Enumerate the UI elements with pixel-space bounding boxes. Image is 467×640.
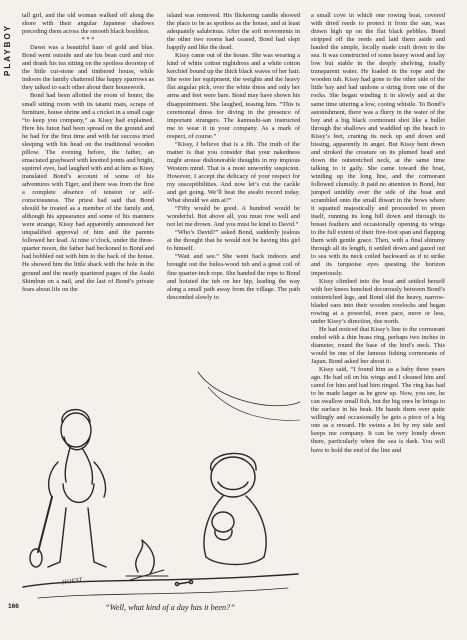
paragraph: Kissy climbed into the boat and settled herself with her knees hunched decorously between Bond’s outstretched legs, and Bond slid the heavy, narrow-bladed oars into their wooden rowlocks and began rowing at a powerful, even pace, more or less, under Kissy’s direction, due north.	[311, 277, 445, 325]
paragraph: “Who’s David?” asked Bond, suddenly jealous at the thought that he would not be having this girl to himself.	[167, 229, 300, 253]
cartoon-illustration	[18, 362, 303, 607]
paragraph: “Kissy, I believe that is a fib. The truth of the matter is that you consider that your nakedness might arouse dishonorable thoughts in my impious Western mind. That is a most unworthy suspicion. However, I accept the delicacy of your respect for my susceptibilities. And now let’s cut the cackle and get going. We’ll beat the awabi record today. What should we aim at?”	[167, 140, 300, 205]
paragraph: island was removed. His flickering candle showed the place to be as spotless as the house, and at least adequately salubrious. After the soft movements in the other two rooms had ceased, Bond had slept happily and like the dead.	[167, 12, 300, 52]
paragraph: Dawn was a beautiful haze of gold and blue. Bond went outside and ate his bean curd and rice and drank his tea sitting on the spotless doorstep of the little cut-stone and timbered house, while indoors the family chattered like happy sparrows as they talked to each other about their housework.	[22, 44, 154, 92]
paragraph: a small cove in which one rowing boat, covered with dried reeds to protect it from the sun, was drawn high up on the flat black pebbles. Bond stripped off the reeds and laid them aside and hauled the simple, locally made craft down to the sea. It was constructed of some heavy wood and lay low but stable in the deeply shelving, totally transparent water. He loaded in the rope and the wooden tub. Kissy had gone to the other side of the little bay and had undone a string from one of the rocks. She began winding it in slowly and at the same time uttering a low, cooing whistle. To Bond’s astonishment, there was a flurry in the water of the bay and a big black cormorant shot like a bullet through the shallows and waddled up the beach to Kissy’s feet, craning its neck up and down and hissing, apparently in anger. But Kissy bent down and stroked the creature on its plumed head and down the outstretched neck, at the same time talking to it gaily. She came toward the boat, winding up the long line, and the cormorant followed clumsily. It paid no attention to Bond, but jumped untidily over the side of the boat and scrambled onto the small thwart in the bows where it squatted majestically and proceeded to preen itself, running its long bill down and through its breast feathers and occasionally opening its wings to the full extent of their five-foot span and flapping them with gentle grace. Then, with a final shimmy through all its length, it settled down and gazed out to sea with its neck coiled backward as if to strike and its turquoise eyes questing the horizon imperiously.	[311, 12, 445, 277]
text-column-1	[22, 12, 154, 354]
paragraph: Kissy came out of the house. She was wearing a kind of white cotton nightdress and a white cotton kerchief bound up the thick black waves of her hair. She wore her equipment, the weights and the heavy flat angular pick, over the white dress and only her arms and feet were bare. Bond may have shown his disappointment. She laughed, teasing him. “This is ceremonial dress for diving in the presence of important strangers. The kannushi-san instructed me to wear it in your company. As a mark of respect, of course.”	[167, 52, 300, 140]
paragraph: Bond had been allotted the room of honor, the small sitting room with its tatami mats, scraps of furniture, house shrine and a cricket in a small cage “to keep you company,” as Kissy had explained. Here his futon had been spread on the ground and he had for the first time and with far success tried sleeping with his head on the traditional wooden pillow. The evening before, the father, an emaciated graybeard with knotted joints and bright, squirrel eyes, had laughed with and at him as Kissy translated Bond’s account of some of his adventures with Tiger, and there was from the first a complete absence of tension or self-consciousness. The priest had said that Bond should be treated as a member of the family and, although his appearance and some of his manners were strange, Kissy had apparently announced her unqualified approval of him and the parents followed her lead. At nine o’clock, under the three-quarter moon, the father had beckoned to Bond and had hobbled out with him to the back of the house. He showed him the little shack with the hole in the ground and the neatly quartered pages of the Asahi Shimbun on a nail, and the last of Bond’s private fears about life on the	[22, 92, 154, 293]
text-column-3	[311, 12, 445, 616]
cartoon-caption: “Well, what kind of a day has it been?”	[105, 603, 235, 612]
paragraph: “Fifty would be good. A hundred would be wonderful. But above all, you must row well and not let me drown. And you must be kind to David.”	[167, 205, 300, 229]
paragraph: Kissy said, “I found him as a baby three years ago. He had oil on his wings and I cleaned him and cared for him and had him ringed. The ring has had to be made larger as he grew up. Now, you see, he can swallow small fish, but the big ones he brings to the surface in his beak. He hands them over quite willingly and occasionally he gets a piece of a big one as a reward. He swims a lot by my side and keeps me company. It can be very lonely down there, particularly when the sea is dark. You will have to hold the end of the line and	[311, 366, 445, 454]
paragraph: “Wait and see.” She went back indoors and brought out the bulea-wood tub and a great coil of fine quarter-inch rope. She handed the rope to Bond and hoisted the tub on her hip, leading the way along a small path away from the village. The path descended slowly to	[167, 253, 300, 301]
cartoonist-signature: HOEST	[61, 576, 83, 587]
paragraph: He had noticed that Kissy’s line to the cormorant ended with a thin brass ring, perhaps two inches in diameter, round the base of the bird’s neck. This would be one of the famous fishing cormorants of Japan. Bond asked her about it.	[311, 325, 445, 366]
page-number: 166	[8, 603, 19, 610]
paragraph: tall girl, and the old woman walked off along the shore with their angular Japanese shadows preceding them across the smooth black boulders.	[22, 12, 154, 36]
text-column-2	[167, 12, 300, 304]
magazine-masthead: PLAYBOY	[3, 24, 12, 76]
paragraph: * * *	[81, 36, 95, 44]
